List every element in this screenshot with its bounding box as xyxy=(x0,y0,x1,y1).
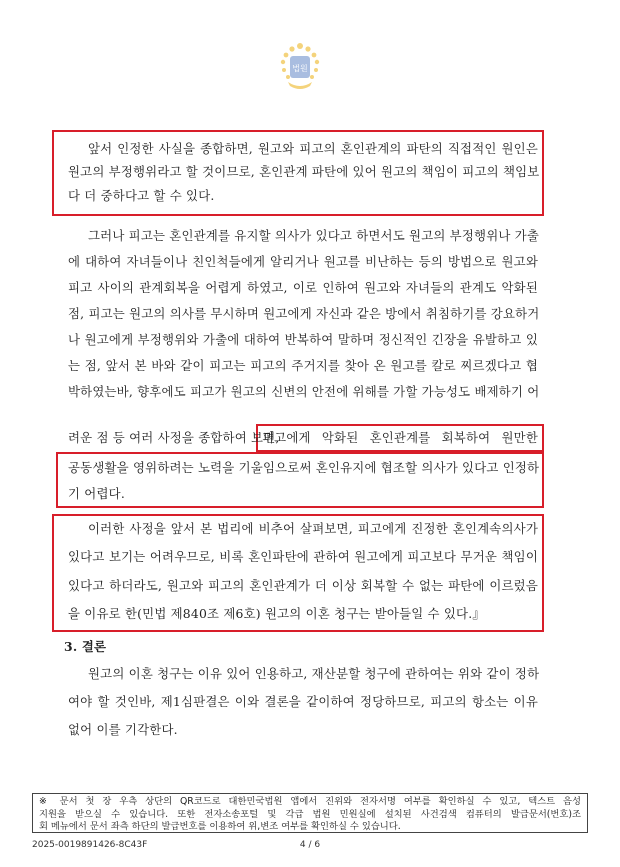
document-number: 2025-0019891426-8C43F xyxy=(32,840,148,850)
p1-line-2: 원고의 부정행위라고 할 것이므로, 혼인관계 파탄에 있어 원고의 책임이 피고의 책임보 xyxy=(68,164,540,179)
page-number: 4 / 6 xyxy=(299,840,321,850)
p4-line-2: 여야 할 것인바, 제1심판결은 이와 결론을 같이하여 정당하므로, 피고의 항소는 이유 xyxy=(68,694,538,709)
p4-line-3: 없어 이를 기각한다. xyxy=(68,722,178,737)
p2-line-4: 점, 피고는 원고의 의사를 무시하며 원고에게 자신과 같은 방에서 취침하기를 강요하거 xyxy=(68,306,540,321)
p2-line-10: 기 어렵다. xyxy=(68,486,125,501)
p2-line-8a: 려운 점 등 여러 사정을 종합하여 보면, xyxy=(68,430,280,445)
p2-line-2: 에 대하여 자녀들이나 친인척들에게 알리거나 원고를 비난하는 등의 방법으로 원고와 xyxy=(68,254,538,269)
p2-line-8b: 피고에게 악화된 혼인관계를 회복하여 원만한 xyxy=(262,430,538,445)
p3-line-4: 을 이유로 한(민법 제840조 제6호) 원고의 이혼 청구는 받아들일 수 있다.』 xyxy=(68,606,485,621)
p2-line-9: 공동생활을 영위하려는 노력을 기울임으로써 혼인유지에 협조할 의사가 있다고 인정하 xyxy=(68,460,540,475)
p2-line-1: 그러나 피고는 혼인관계를 유지할 의사가 있다고 하면서도 원고의 부정행위나 가출 xyxy=(88,228,540,243)
p2-line-6: 는 점, 앞서 본 바와 같이 피고는 피고의 주거지를 찾아 온 원고를 칼로 찌르겠다고 협 xyxy=(68,358,538,373)
p2-line-3: 피고 사이의 관계회복을 어렵게 하였고, 이로 인하여 원고와 자녀들의 관계도 악화된 xyxy=(68,280,538,295)
p2-line-7: 박하였는바, 향후에도 피고가 원고의 신변의 안전에 위해를 가할 가능성도 배제하기 어 xyxy=(68,384,540,399)
p4-line-1: 원고의 이혼 청구는 이유 있어 인용하고, 재산분할 청구에 관하여는 위와 같이 정하 xyxy=(88,666,540,681)
emblem-label: 법원 xyxy=(292,64,308,73)
section-heading: 3. 결론 xyxy=(64,639,107,654)
notice-line-3: 회 메뉴에서 문서 좌측 하단의 발급번호를 이용하여 위,변조 여부를 확인하실 수 있습니다. xyxy=(39,821,401,832)
notice-line-2: 지원을 받으실 수 있습니다. 또한 전자소송포털 및 각급 법원 민원실에 설치된 사건검색 컴퓨터의 발급문서(번호)조 xyxy=(39,808,581,820)
verification-notice xyxy=(32,793,588,833)
p1-line-1: 앞서 인정한 사실을 종합하면, 원고와 피고의 혼인관계의 파탄의 직접적인 원인은 xyxy=(88,141,538,156)
p2-line-5: 나 원고에게 부정행위와 가출에 대하여 반복하여 말하며 정신적인 긴장을 유발하고 있 xyxy=(68,332,538,347)
p3-line-1: 이러한 사정을 앞서 본 법리에 비추어 살펴보면, 피고에게 진정한 혼인계속의사가 xyxy=(88,521,538,536)
p3-line-2: 있다고 보기는 어려우므로, 비록 혼인파탄에 관하여 원고에게 피고보다 무거운 책임이 xyxy=(68,549,538,564)
court-emblem-icon xyxy=(276,40,324,92)
p3-line-3: 있다고 하더라도, 원고와 피고의 혼인관계가 더 이상 회복할 수 없는 파탄에 이르렀음 xyxy=(68,578,538,593)
p1-line-3: 다 더 중하다고 할 수 있다. xyxy=(68,188,215,203)
notice-line-1: ※ 문서 첫 장 우측 상단의 QR코드로 대한민국법원 앱에서 진위와 전자서명 여부를 확인하실 수 있고, 텍스트 음성 xyxy=(39,796,581,807)
